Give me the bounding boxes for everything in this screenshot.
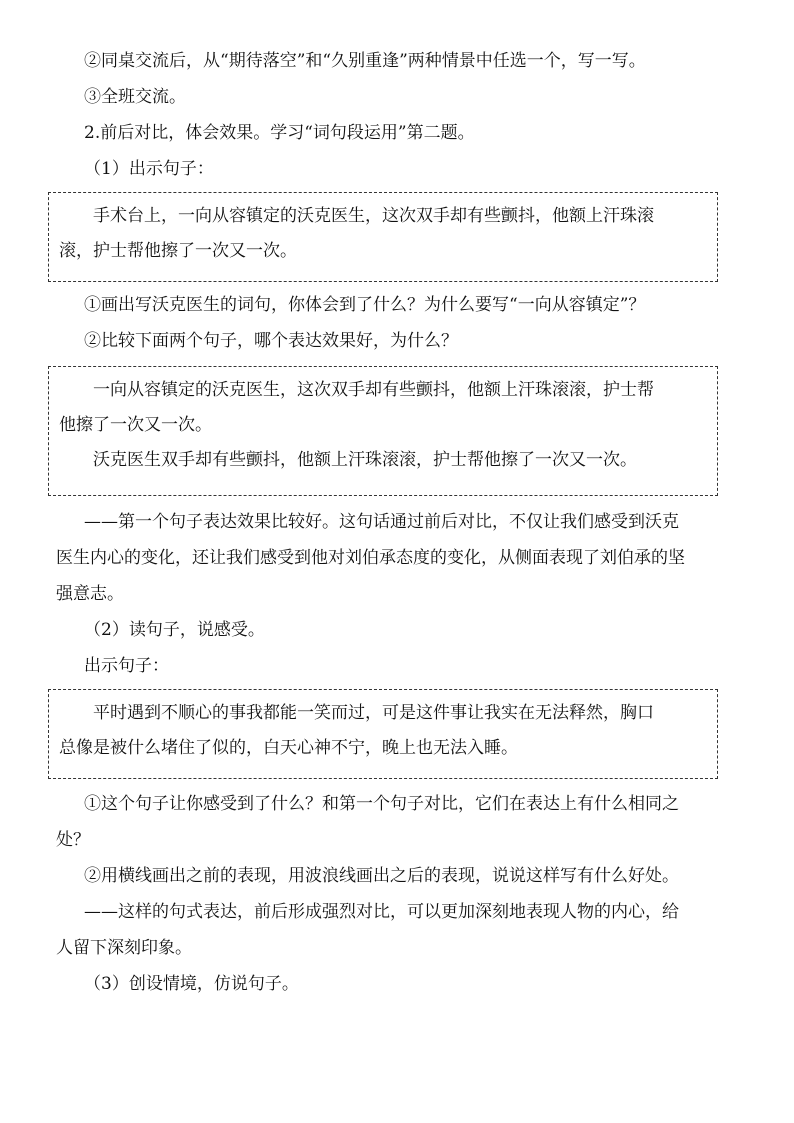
quote-box [48,192,718,282]
paragraph: 强意志。 [56,584,124,604]
paragraph: 2.前后对比，体会效果。学习“词句段运用”第二题。 [84,123,475,143]
sentence-line: 他擦了一次又一次。 [59,415,212,435]
quote-line: 手术台上，一向从容镇定的沃克医生，这次双手却有些颤抖，他额上汗珠滚 [93,206,654,226]
paragraph: ②比较下面两个句子，哪个表达效果好，为什么？ [84,331,458,351]
quote-line: 总像是被什么堵住了似的，白天心神不宁，晚上也无法入睡。 [59,738,518,758]
paragraph: 医生内心的变化，还让我们感受到他对刘伯承态度的变化，从侧面表现了刘伯承的坚 [56,548,685,568]
sentence-line: 一向从容镇定的沃克医生，这次双手却有些颤抖，他额上汗珠滚滚，护士帮 [93,380,654,400]
paragraph: （1）出示句子： [84,159,214,179]
paragraph: ②同桌交流后，从“期待落空”和“久别重逢”两种情景中任选一个，写一写。 [84,51,646,71]
paragraph: 人留下深刻印象。 [56,938,192,958]
quote-line: 滚，护士帮他擦了一次又一次。 [59,241,297,261]
paragraph: （2）读句子，说感受。 [84,620,265,640]
paragraph: ③全班交流。 [84,87,186,107]
quote-box [48,689,718,779]
paragraph: ①画出写沃克医生的词句，你体会到了什么？为什么要写“一向从容镇定”？ [84,295,646,315]
paragraph: （3）创设情境，仿说句子。 [84,974,299,994]
paragraph: 处？ [56,830,90,850]
sentence-line: 沃克医生双手却有些颤抖，他额上汗珠滚滚，护士帮他擦了一次又一次。 [93,450,637,470]
paragraph: ——这样的句式表达，前后形成强烈对比，可以更加深刻地表现人物的内心，给 [84,902,679,922]
paragraph: ①这个句子让你感受到了什么？和第一个句子对比，它们在表达上有什么相同之 [84,794,679,814]
comparison-box [48,366,718,496]
paragraph: 出示句子： [84,656,169,676]
quote-line: 平时遇到不顺心的事我都能一笑而过，可是这件事让我实在无法释然，胸口 [93,703,654,723]
paragraph: ——第一个句子表达效果比较好。这句话通过前后对比，不仅让我们感受到沃克 [84,512,679,532]
paragraph: ②用横线画出之前的表现，用波浪线画出之后的表现，说说这样写有什么好处。 [84,866,679,886]
